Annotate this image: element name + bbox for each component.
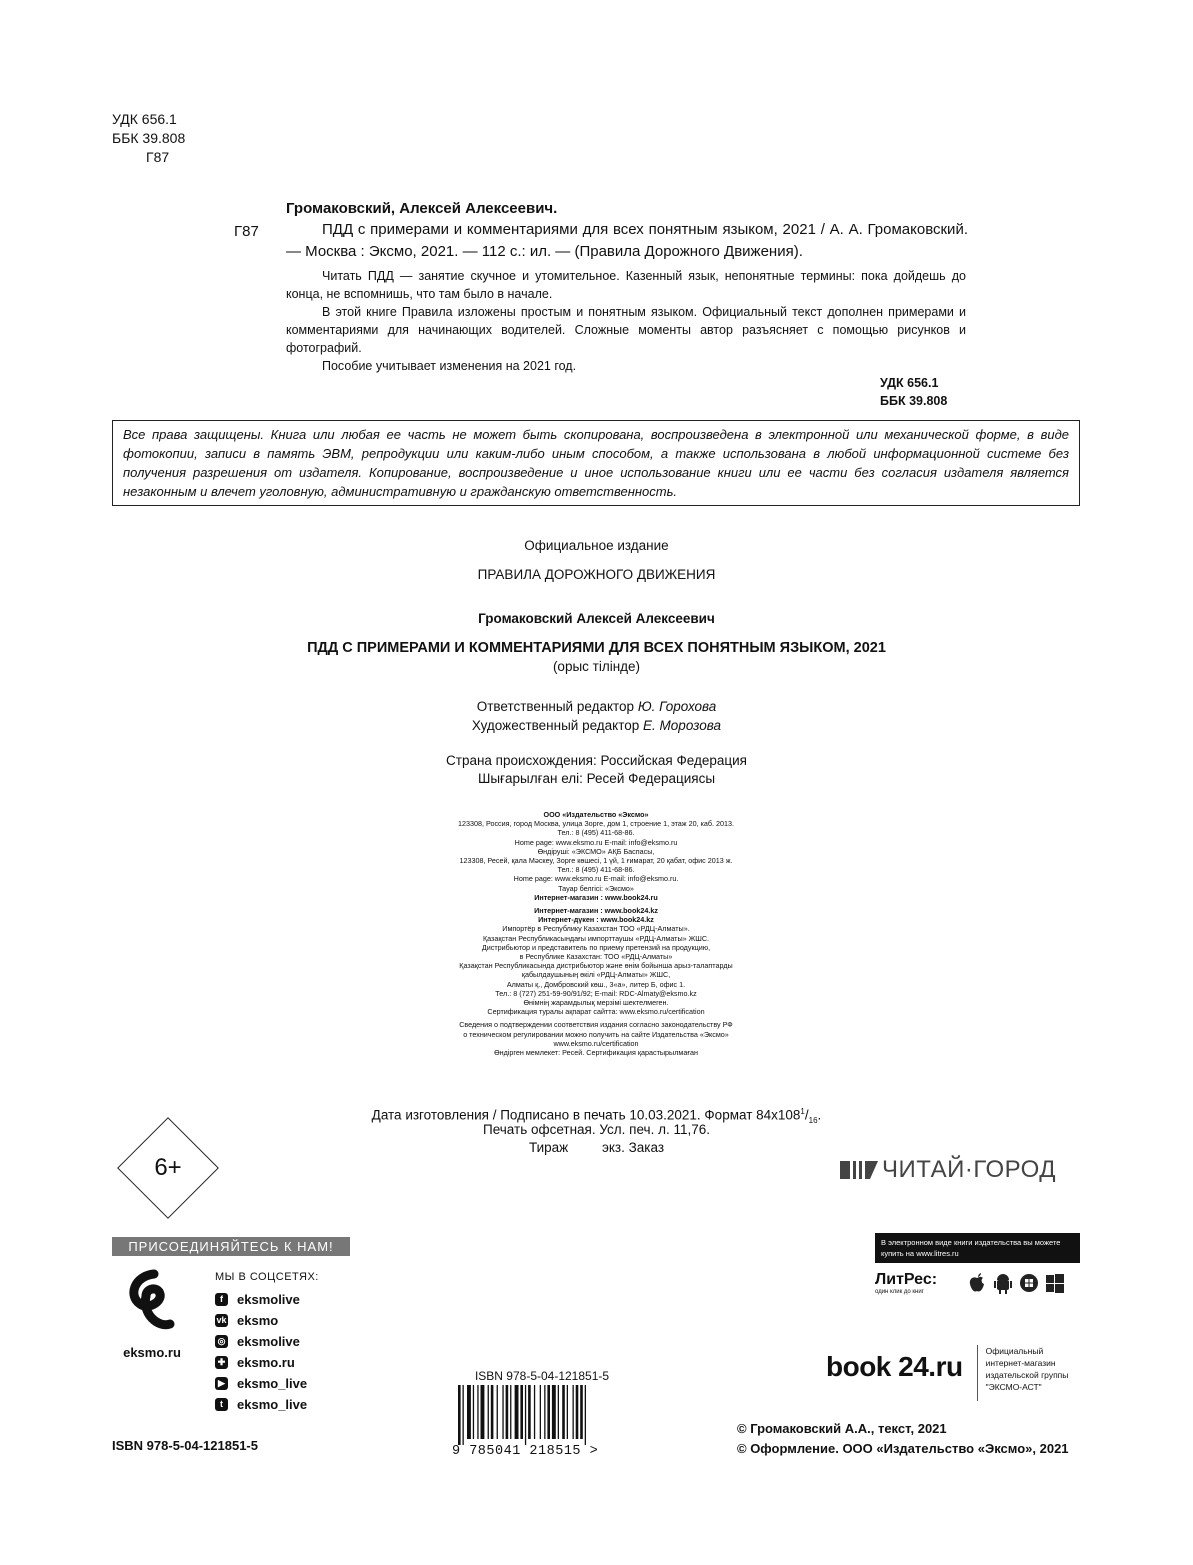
publisher-line: Тел.: 8 (495) 411-68-86. [557, 865, 635, 875]
barcode-bar [576, 1385, 579, 1439]
litres-logo-text: ЛитРес: [875, 1271, 938, 1288]
barcode-bar [502, 1385, 503, 1439]
author-full-name: Громаковский Алексей Алексеевич [478, 611, 715, 626]
print-date-text: Дата изготовления / Подписано в печать 10.03.2021. Формат 84x108 [371, 1107, 801, 1123]
art-editor-name: Е. Морозова [643, 718, 722, 733]
publisher-line: Тел.: 8 (495) 411-68-86. [557, 828, 635, 838]
barcode-bar [510, 1385, 511, 1439]
publisher-line: Тел.: 8 (727) 251-59-90/91/92; E-mail: RDC-Almaty@eksmo.kz [495, 988, 697, 998]
windows-icon [1045, 1272, 1065, 1294]
social-link [215, 1331, 319, 1352]
responsible-editor-name: Ю. Горохова [637, 699, 717, 714]
barcode-bar [525, 1385, 526, 1445]
litres-banner-line1: В электронном виде книги издательства вы можете [881, 1238, 1061, 1247]
facebook-icon: f [215, 1293, 228, 1306]
barcode-bar [567, 1385, 568, 1439]
publisher-line: в Республике Казахстан: ТОО «РДЦ-Алматы» [519, 952, 673, 962]
social-handle: eksmolive [237, 1334, 300, 1349]
publisher-line: Интернет-магазин : www.book24.kz [534, 906, 658, 916]
eksmo-logo [112, 1266, 192, 1360]
publisher-line: Дистрибьютор и представитель по приему претензий на продукцию, [481, 942, 711, 952]
barcode-bar [506, 1385, 509, 1439]
udk-code: УДК 656.1 [880, 376, 939, 390]
apple-icon [967, 1272, 987, 1294]
barcode-bar [488, 1385, 489, 1439]
udk-right-block [880, 374, 947, 410]
social-link [215, 1373, 319, 1394]
litres-logo [875, 1271, 967, 1295]
social-handle: eksmo.ru [237, 1355, 295, 1370]
litres-slogan: один клик до книг [875, 1289, 924, 1295]
publisher-line: Home page: www.eksmo.ru E-mail: info@eksmo.ru [514, 837, 678, 847]
responsible-editor [0, 698, 1193, 716]
country-ru: Страна происхождения: Российская Федерация [446, 753, 747, 768]
publisher-line: Интернет-дүкен : www.book24.kz [538, 915, 654, 925]
social-link [215, 1394, 319, 1415]
barcode-bar [540, 1385, 541, 1439]
print-date-format: Дата изготовления / Подписано в печать 10.03.2021. Формат $84x108^1/_{16}$. [371, 1107, 822, 1126]
barcode-isbn: ISBN 978-5-04-121851-5 [474, 1369, 610, 1383]
youtube-icon: ▶ [215, 1377, 228, 1390]
book24-caption-line: Официальный [985, 1346, 1044, 1356]
publisher-line: Интернет-магазин : www.book24.ru [534, 892, 658, 902]
isbn: ISBN 978-5-04-121851-5 [112, 1438, 258, 1453]
book24-caption-line: интернет-магазин [985, 1358, 1056, 1368]
publisher-line: ООО «Издательство «Эксмо» [543, 810, 649, 819]
copyright-block [737, 1419, 1069, 1459]
barcode-icon [458, 1385, 628, 1445]
language-note: (орыс тілінде) [552, 659, 641, 674]
rights-notice: Все права защищены. Книга или любая ее часть не может быть скопирована, воспроизведена в электронной или механической форме, в виде фотокопии, записи в память ЭВМ, репродукции или каким-либо иным способом, а также использована в любой информационной системе без получения разрешения от издателя. Копирование, воспроизведение и иное использование книги или ее части без согласия издателя является незаконным и влечет уголовную, административную и гражданскую ответственность. [112, 420, 1080, 506]
chitai-gorod-text: ЧИТАЙ·ГОРОД [882, 1156, 1057, 1183]
publisher-info [346, 810, 846, 1057]
publisher-line: Өндірген мемлекет: Ресей. Сертификация қарастырылмаған [494, 1048, 698, 1058]
author-sign-left: Г87 [234, 223, 259, 240]
social-handle: eksmo_live [237, 1397, 308, 1412]
social-list [215, 1289, 319, 1415]
publisher-line: Қазақстан Республикасында дистрибьютор және өнім бойынша арыз-талаптарды [459, 961, 733, 971]
author-heading: Громаковский, Алексей Алексеевич. [286, 200, 558, 217]
publisher-line: о техническом регулировании можно получить на сайте Издательства «Эксмо» [463, 1029, 729, 1039]
barcode-bar [573, 1385, 574, 1439]
book24-logo: book 24.ru [826, 1351, 963, 1382]
barcode-bar [497, 1385, 498, 1439]
bbk-code: ББК 39.808 [112, 130, 186, 146]
barcode-bar [558, 1385, 559, 1439]
publisher-line: Өнімнің жарамдылық мерзімі шектелмеген. [523, 998, 669, 1008]
social-link [215, 1352, 319, 1373]
art-editor [0, 717, 1193, 735]
instagram-icon: ◎ [215, 1335, 228, 1348]
copyright-text: © Громаковский А.А., текст, 2021 [737, 1421, 947, 1436]
barcode-bar [491, 1385, 494, 1439]
publisher-line: Алматы қ., Домбровский көш., 3«а», литер Б, офис 1. [506, 979, 686, 989]
barcode-bar [544, 1385, 545, 1439]
social-handle: eksmo [237, 1313, 279, 1328]
book24-divider [977, 1345, 978, 1401]
barcode-bar [580, 1385, 583, 1439]
barcode-bar [515, 1385, 519, 1439]
abstract-paragraph: В этой книге Правила изложены простым и понятным языком. Официальный текст дополнен примерами и комментариями для начинающих водителей. Сложные моменты автор разъясняет с помощью рисунков и фотографий. [286, 305, 966, 355]
book24-caption-line: "ЭКСМО-АСТ" [985, 1382, 1042, 1392]
publisher-line: 123308, Россия, город Москва, улица Зорге, дом 1, строение 1, этаж 20, каб. 2013. [458, 819, 734, 829]
publisher-line: Home page: www.eksmo.ru E-mail: info@eksmo.ru. [513, 874, 679, 884]
publisher-line: Тауар белгісі: «Эксмо» [558, 883, 634, 893]
bibliographic-record: ПДД с примерами и комментариями для всех понятным языком, 2021 / А. А. Громаковский. — Москва : Эксмо, 2021. — 112 с.: ил. — (Правила Дорожного Движения). [286, 221, 968, 260]
official-edition: Официальное издание [524, 538, 669, 553]
abstract [286, 267, 966, 375]
print-method: Печать офсетная. Усл. печ. л. 11,76. [483, 1122, 710, 1137]
barcode-block [452, 1369, 632, 1459]
format-numerator: 1 [800, 1107, 805, 1116]
barcode-bar [477, 1385, 478, 1439]
android-icon [993, 1272, 1013, 1294]
print-run: Тираж экз. Заказ [528, 1140, 665, 1155]
book-title: ПДД С ПРИМЕРАМИ И КОММЕНТАРИЯМИ ДЛЯ ВСЕХ ПОНЯТНЫМ ЯЗЫКОМ, 2021 [307, 640, 886, 656]
barcode-bar [547, 1385, 550, 1439]
join-us-banner: ПРИСОЕДИНЯЙТЕСЬ К НАМ! [112, 1237, 350, 1256]
publisher-line: 123308, Ресей, қала Мәскеу, Зорге көшесі, 1 үй, 1 ғимарат, 20 қабат, офис 2013 ж. [459, 856, 733, 866]
litres-block [875, 1233, 1080, 1295]
barcode-bar [520, 1385, 523, 1439]
litres-banner [875, 1233, 1080, 1263]
eksmo-icon [112, 1266, 192, 1338]
barcode-bar [458, 1385, 461, 1445]
publisher-line: Өндіруші: «ЭКСМО» АҚБ Баспасы, [537, 846, 655, 856]
author-sign: Г87 [146, 149, 170, 165]
responsible-editor-label: Ответственный редактор [476, 699, 635, 714]
social-block [215, 1271, 319, 1415]
barcode-bar [585, 1385, 586, 1445]
publisher-line: Сведения о подтверждении соответствия издания согласно законодательству РФ [459, 1020, 733, 1030]
udk-code: УДК 656.1 [112, 111, 177, 127]
barcode-bar [534, 1385, 535, 1439]
chitai-gorod-icon [840, 1158, 882, 1182]
eksmo-site-icon: ✚ [215, 1356, 228, 1369]
vk-icon: vk [216, 1315, 227, 1325]
barcode-bar [463, 1385, 464, 1445]
book24-caption [986, 1345, 1069, 1393]
barcode-bar [552, 1385, 556, 1439]
art-editor-label: Художественный редактор [471, 718, 640, 733]
barcode-bar [473, 1385, 474, 1439]
copyright-design: © Оформление. ООО «Издательство «Эксмо», 2021 [737, 1441, 1069, 1456]
publisher-line: Сертификация туралы ақпарат сайтта: www.eksmo.ru/certification [487, 1007, 705, 1017]
abstract-paragraph: Пособие учитывает изменения на 2021 год. [322, 359, 577, 373]
barcode-bar [481, 1385, 485, 1439]
book24-block [826, 1345, 1068, 1401]
barcode-bar [562, 1385, 565, 1439]
age-rating: 6+ [154, 1154, 182, 1181]
publisher-line: қабылдаушының өкілі «РДЦ-Алматы» ЖШС, [521, 970, 671, 980]
age-rating-badge [118, 1118, 218, 1218]
barcode-bar [528, 1385, 531, 1439]
barcode-digits: 9 785041 218515 > [452, 1444, 599, 1459]
publisher-line: Қазақстан Республикасындағы импорттаушы «РДЦ-Алматы» ЖШС. [482, 933, 710, 943]
eksmo-site-label: eksmo.ru [123, 1345, 181, 1360]
social-heading: МЫ В СОЦСЕТЯХ: [215, 1271, 319, 1283]
litres-banner-line2: купить на www.litres.ru [881, 1249, 959, 1258]
publisher-line: Импортёр в Республику Казахстан ТОО «РДЦ-Алматы». [502, 924, 690, 934]
social-handle: eksmolive [237, 1292, 300, 1307]
print-date-end: . [817, 1107, 822, 1123]
social-link [215, 1289, 319, 1310]
platform-icons [967, 1272, 1065, 1294]
barcode-bar [467, 1385, 471, 1439]
format-denominator: 16 [808, 1116, 818, 1126]
abstract-paragraph: Читать ПДД — занятие скучное и утомительное. Казенный язык, непонятные термины: пока дойдешь до конца, не вспомнишь, что там было в начале. [286, 269, 966, 301]
udk-block [112, 110, 185, 167]
litres-logo-row [875, 1271, 1080, 1295]
windows-phone-icon [1019, 1272, 1039, 1294]
book24-caption-line: издательской группы [985, 1370, 1069, 1380]
chitai-gorod-logo [840, 1156, 1056, 1184]
social-handle: eksmo_live [237, 1376, 308, 1391]
country-kz: Шығарылған елі: Ресей Федерациясы [477, 771, 716, 786]
bbk-code: ББК 39.808 [880, 394, 948, 408]
twitter-icon: t [215, 1398, 228, 1411]
social-link [215, 1310, 319, 1331]
series-name: ПРАВИЛА ДОРОЖНОГО ДВИЖЕНИЯ [477, 567, 716, 582]
publisher-line: www.eksmo.ru/certification [553, 1038, 639, 1048]
